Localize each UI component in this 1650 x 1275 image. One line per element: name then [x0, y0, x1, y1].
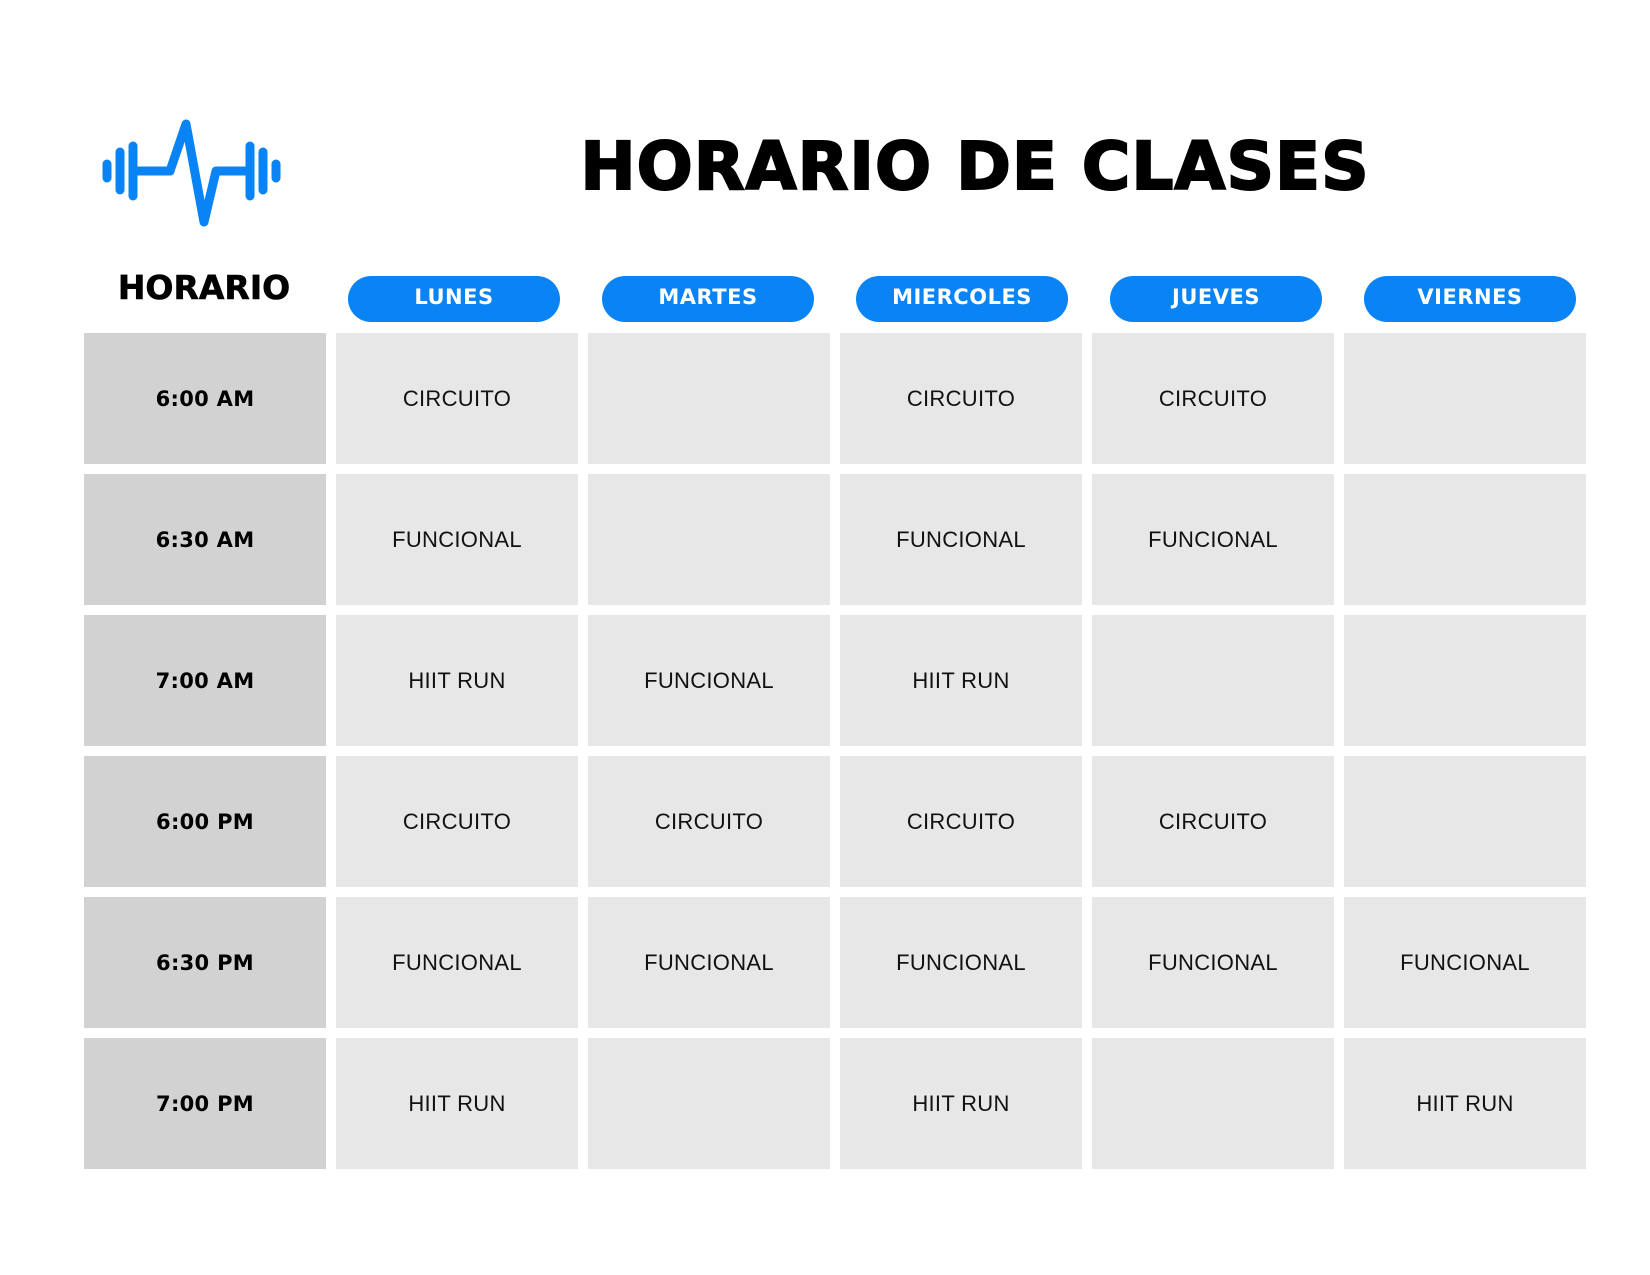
- class-cell: [1344, 756, 1586, 887]
- class-cell: FUNCIONAL: [1092, 897, 1334, 1028]
- class-cell: HIIT RUN: [840, 615, 1082, 746]
- class-cell: FUNCIONAL: [336, 474, 578, 605]
- class-cell: CIRCUITO: [840, 756, 1082, 887]
- class-cell: FUNCIONAL: [840, 474, 1082, 605]
- time-cell: 6:30 PM: [84, 897, 326, 1028]
- time-cell: 6:00 AM: [84, 333, 326, 464]
- class-cell: HIIT RUN: [336, 1038, 578, 1169]
- day-header-martes: MARTES: [602, 276, 814, 322]
- class-cell: FUNCIONAL: [1344, 897, 1586, 1028]
- dumbbell-heartbeat-icon: [102, 118, 292, 228]
- class-cell: FUNCIONAL: [588, 615, 830, 746]
- class-cell: CIRCUITO: [1092, 333, 1334, 464]
- day-header-jueves: JUEVES: [1110, 276, 1322, 322]
- class-cell: FUNCIONAL: [840, 897, 1082, 1028]
- class-cell: HIIT RUN: [336, 615, 578, 746]
- class-cell: [588, 474, 830, 605]
- class-cell: FUNCIONAL: [1092, 474, 1334, 605]
- class-cell: FUNCIONAL: [588, 897, 830, 1028]
- time-cell: 6:30 AM: [84, 474, 326, 605]
- day-header-viernes: VIERNES: [1364, 276, 1576, 322]
- class-cell: [588, 333, 830, 464]
- time-cell: 7:00 PM: [84, 1038, 326, 1169]
- class-cell: [1344, 333, 1586, 464]
- schedule-grid: [84, 333, 1586, 1179]
- class-cell: HIIT RUN: [840, 1038, 1082, 1169]
- class-cell: [1092, 615, 1334, 746]
- class-cell: CIRCUITO: [1092, 756, 1334, 887]
- class-cell: CIRCUITO: [336, 333, 578, 464]
- time-cell: 6:00 PM: [84, 756, 326, 887]
- class-cell: CIRCUITO: [336, 756, 578, 887]
- time-cell: 7:00 AM: [84, 615, 326, 746]
- schedule-row: [84, 756, 1586, 887]
- schedule-row: [84, 1038, 1586, 1169]
- schedule-row: [84, 897, 1586, 1028]
- page-title: HORARIO DE CLASES: [580, 128, 1370, 205]
- class-cell: CIRCUITO: [840, 333, 1082, 464]
- day-header-miercoles: MIERCOLES: [856, 276, 1068, 322]
- day-header-lunes: LUNES: [348, 276, 560, 322]
- class-cell: CIRCUITO: [588, 756, 830, 887]
- schedule-row: [84, 615, 1586, 746]
- class-cell: [1344, 615, 1586, 746]
- class-cell: [1344, 474, 1586, 605]
- class-cell: HIIT RUN: [1344, 1038, 1586, 1169]
- schedule-row: [84, 333, 1586, 464]
- schedule-row: [84, 474, 1586, 605]
- time-column-header: HORARIO: [117, 268, 291, 307]
- class-cell: FUNCIONAL: [336, 897, 578, 1028]
- class-cell: [588, 1038, 830, 1169]
- class-cell: [1092, 1038, 1334, 1169]
